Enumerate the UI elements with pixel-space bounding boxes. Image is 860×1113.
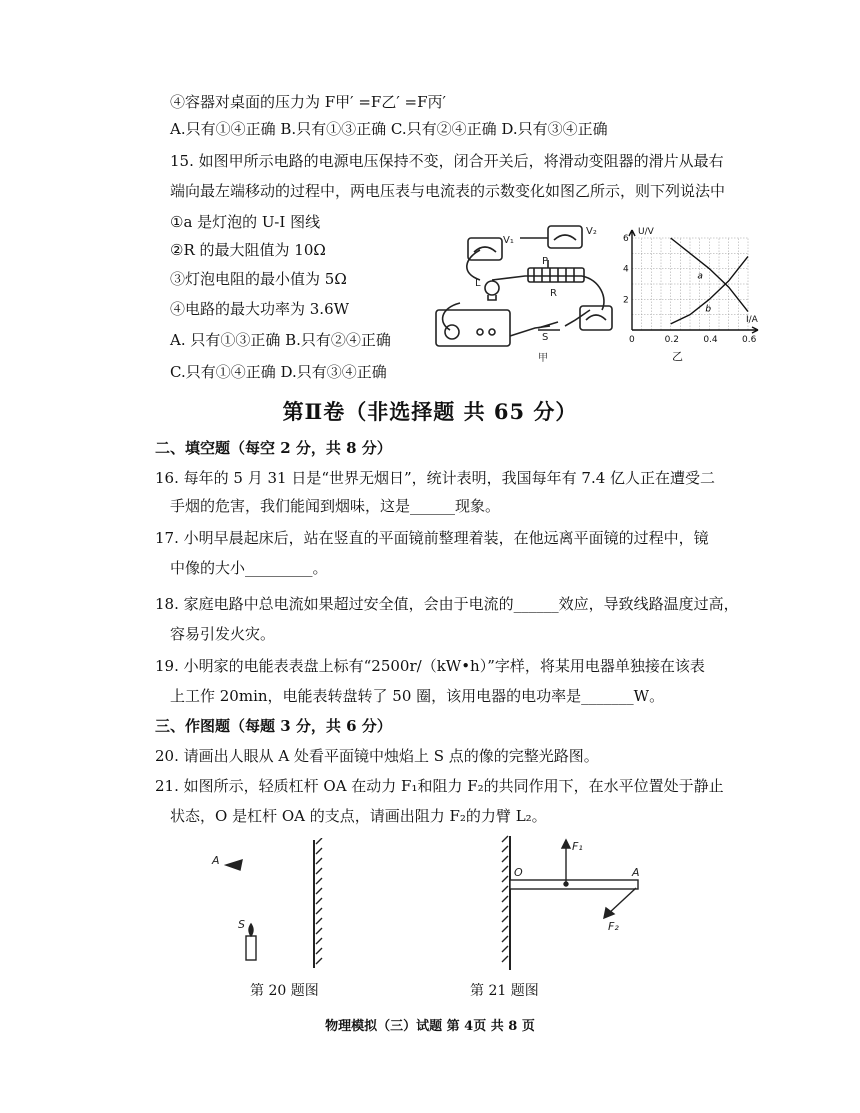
q15-statement-3: ③灯泡电阻的最小值为 5Ω	[170, 270, 347, 288]
q14-options: A.只有①④正确 B.只有①③正确 C.只有②④正确 D.只有③④正确	[170, 120, 608, 138]
label-p: P	[542, 256, 549, 267]
q14-item4: ④容器对桌面的压力为 F甲′ =F乙′ =F丙′	[170, 93, 446, 111]
q15-stem-1: 15. 如图甲所示电路的电源电压保持不变，闭合开关后，将滑动变阻器的滑片从最右	[170, 152, 724, 170]
x-axis-label: I/A	[746, 315, 758, 325]
fig21-label-a: A	[632, 866, 640, 879]
fig20-label-s: S	[238, 918, 245, 931]
label-v1: V₁	[503, 235, 514, 246]
figure-20-caption: 第 20 题图	[250, 983, 319, 999]
q16-line-2: 手烟的危害，我们能闻到烟味，这是______现象。	[170, 497, 501, 515]
fill-section-header: 二、填空题（每空 2 分，共 8 分）	[155, 439, 392, 457]
q17-line-1: 17. 小明早晨起床后，站在竖直的平面镜前整理着装，在他远离平面镜的过程中，镜	[155, 529, 709, 547]
label-v2: V₂	[586, 226, 597, 237]
q15-statement-1: ①a 是灯泡的 U-I 图线	[170, 213, 321, 231]
y-axis-label: U/V	[638, 227, 654, 237]
q21-line-1: 21. 如图所示，轻质杠杆 OA 在动力 F₁和阻力 F₂的共同作用下，在水平位置处于静止	[155, 777, 724, 795]
fig21-label-o: O	[514, 866, 523, 879]
figure-21-caption: 第 21 题图	[470, 983, 539, 999]
x-tick-label: 0.2	[664, 335, 679, 345]
q18-line-2: 容易引发火灾。	[170, 625, 276, 643]
q17-line-2: 中像的大小_________。	[170, 559, 328, 577]
q20-text: 20. 请画出人眼从 A 处看平面镜中烛焰上 S 点的像的完整光路图。	[155, 747, 599, 765]
draw-section-header: 三、作图题（每题 3 分，共 6 分）	[155, 717, 392, 735]
q19-line-1: 19. 小明家的电能表表盘上标有“2500r/（kW•h）”字样，将某用电器单独接在该表	[155, 657, 705, 675]
fig20-label-a: A	[212, 854, 220, 867]
q15-options-ab: A. 只有①③正确 B.只有②④正确	[170, 331, 391, 349]
x-tick-label: 0.4	[703, 335, 718, 345]
fig-yi-label: 乙	[672, 350, 683, 363]
fig21-label-f1: F₁	[572, 840, 583, 853]
label-l: L	[475, 278, 481, 289]
q15-stem-2: 端向最左端移动的过程中，两电压表与电流表的示数变化如图乙所示，则下列说法中	[170, 182, 726, 200]
x-tick-label: 0.6	[742, 335, 757, 345]
figure-21	[490, 832, 650, 972]
section-title: 第Ⅱ卷（非选择题 共 65 分）	[282, 399, 578, 424]
q16-line-1: 16. 每年的 5 月 31 日是“世界无烟日”，统计表明，我国每年有 7.4 亿人正在遭受二	[155, 469, 716, 487]
circuit-diagram-jia	[430, 218, 620, 368]
q15-statement-4: ④电路的最大功率为 3.6W	[170, 300, 350, 318]
fig-jia-label: 甲	[538, 353, 548, 364]
y-tick-label: 2	[623, 295, 629, 306]
q15-statement-2: ②R 的最大阻值为 10Ω	[170, 241, 326, 259]
x-tick-label: 0	[629, 335, 635, 345]
label-s: S	[542, 332, 549, 343]
series-label-a: a	[697, 271, 703, 282]
figure-20	[200, 838, 340, 968]
q18-line-1: 18. 家庭电路中总电流如果超过安全值，会由于电流的______效应，导致线路温度过高，	[155, 595, 739, 613]
ui-chart-yi	[610, 222, 770, 367]
page-footer: 物理模拟（三）试题 第 4页 共 8 页	[325, 1019, 535, 1034]
y-tick-label: 6	[623, 234, 629, 244]
q19-line-2: 上工作 20min，电能表转盘转了 50 圈，该用电器的电功率是_______W。	[170, 687, 665, 705]
q21-line-2: 状态，O 是杠杆 OA 的支点，请画出阻力 F₂的力臂 L₂。	[170, 807, 547, 825]
label-r: R	[550, 288, 557, 299]
y-tick-label: 4	[623, 264, 629, 275]
fig21-label-f2: F₂	[608, 920, 619, 933]
series-label-b: b	[705, 304, 712, 315]
q15-options-cd: C.只有①④正确 D.只有③④正确	[170, 363, 387, 381]
